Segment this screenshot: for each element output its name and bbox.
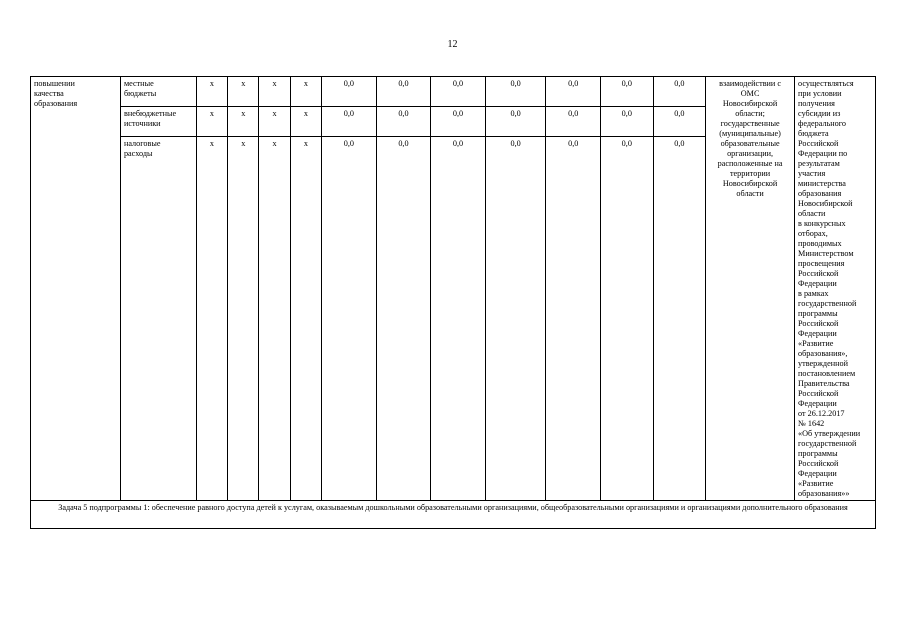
mark-cell: х <box>228 77 259 107</box>
task-heading: Задача 5 подпрограммы 1: обеспечение равного доступа детей к услугам, оказываемым дошкольными образовательными организациями, общеобразовательными организациями и организациями дополнительного образования <box>31 501 876 529</box>
value-cell: 0,0 <box>376 137 431 501</box>
value-cell: 0,0 <box>601 77 654 107</box>
executors-cell: взаимодействии с ОМС Новосибирской области; государственные (муниципальные) образовательные организации, расположенные на территории Новосибирской области <box>706 77 795 501</box>
funding-source-cell: внебюджетные источники <box>120 107 196 137</box>
mark-cell: х <box>290 77 321 107</box>
value-cell: 0,0 <box>431 77 486 107</box>
value-cell: 0,0 <box>431 107 486 137</box>
mark-cell: х <box>228 107 259 137</box>
value-cell: 0,0 <box>653 137 706 501</box>
mark-cell: х <box>290 137 321 501</box>
funding-source-cell: местные бюджеты <box>120 77 196 107</box>
page-number: 12 <box>447 39 458 50</box>
value-cell: 0,0 <box>601 107 654 137</box>
mark-cell: х <box>228 137 259 501</box>
program-table <box>30 76 876 529</box>
value-cell: 0,0 <box>376 107 431 137</box>
mark-cell: х <box>259 107 290 137</box>
value-cell: 0,0 <box>322 77 377 107</box>
mark-cell: х <box>290 107 321 137</box>
value-cell: 0,0 <box>546 107 601 137</box>
value-cell: 0,0 <box>653 77 706 107</box>
mark-cell: х <box>196 77 227 107</box>
value-cell: 0,0 <box>485 107 546 137</box>
mark-cell: х <box>196 107 227 137</box>
note-cell: осуществляться при условии получения субсидии из федерального бюджета Российской Федерации по результатам участия министерства образования Новосибирской области в конкурсных отборах, проводимых Министерством просвещения Российской Федерации в рамках государственной программы Российской Федерации «Развитие образования», утвержденной постановлением Правительства Российской Федерации от 26.12.2017 № 1642 «Об утверждении государственной программы Российской Федерации «Развитие образования»» <box>795 77 876 501</box>
value-cell: 0,0 <box>546 77 601 107</box>
task-row <box>31 501 876 529</box>
mark-cell: х <box>259 137 290 501</box>
funding-source-cell: налоговые расходы <box>120 137 196 501</box>
value-cell: 0,0 <box>653 107 706 137</box>
value-cell: 0,0 <box>376 77 431 107</box>
value-cell: 0,0 <box>485 137 546 501</box>
value-cell: 0,0 <box>601 137 654 501</box>
table-row <box>31 77 876 107</box>
mark-cell: х <box>259 77 290 107</box>
value-cell: 0,0 <box>322 107 377 137</box>
value-cell: 0,0 <box>485 77 546 107</box>
mark-cell: х <box>196 137 227 501</box>
value-cell: 0,0 <box>546 137 601 501</box>
value-cell: 0,0 <box>431 137 486 501</box>
task-label-cell: повышении качества образования <box>31 77 121 501</box>
value-cell: 0,0 <box>322 137 377 501</box>
